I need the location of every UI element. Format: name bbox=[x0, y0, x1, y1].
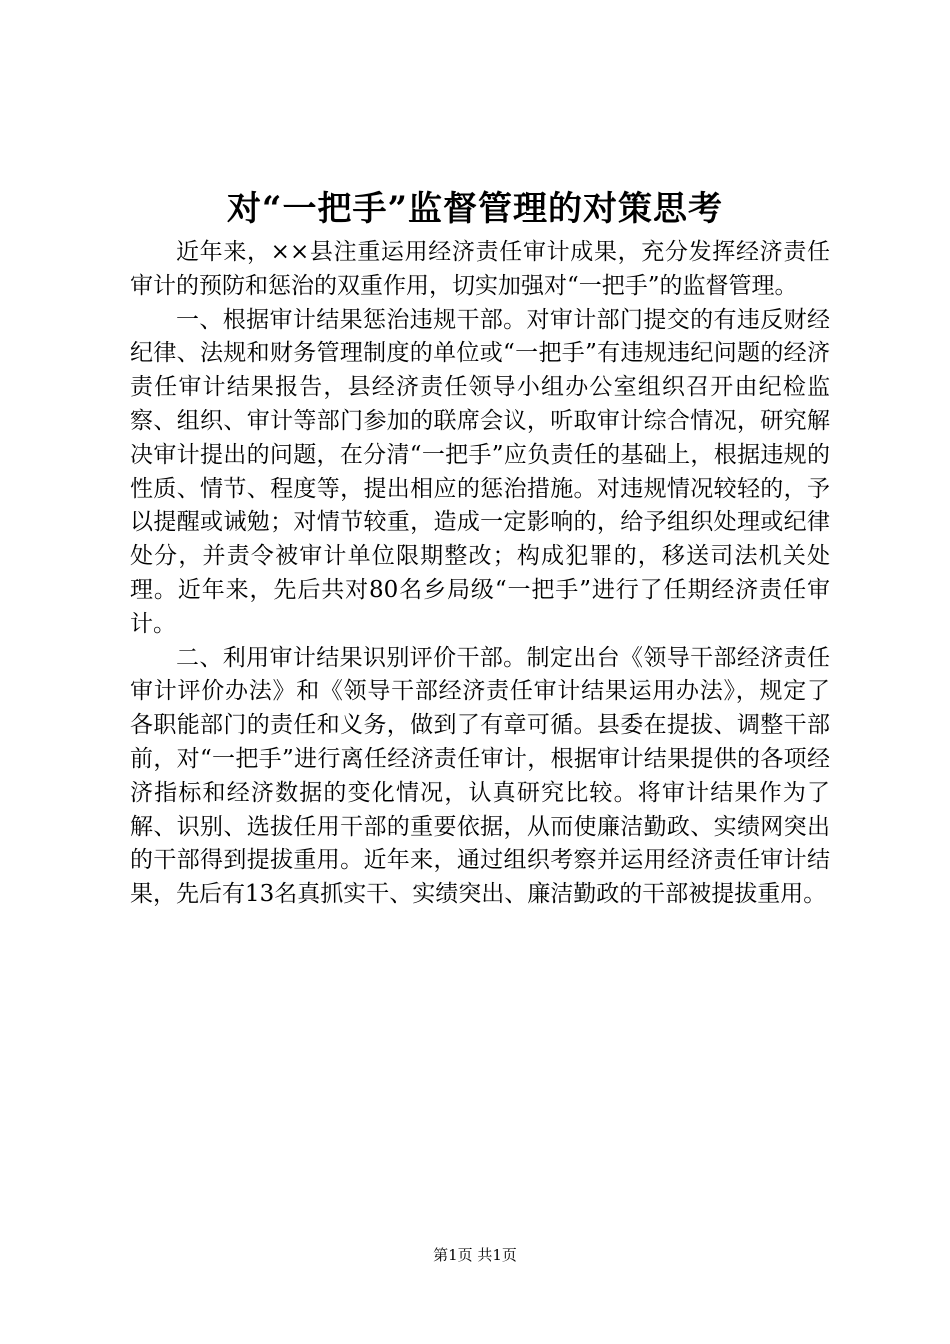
document-title: 对“一把手”监督管理的对策思考 bbox=[226, 189, 724, 229]
paragraph-intro: 近年来，××县注重运用经济责任审计成果，充分发挥经济责任审计的预防和惩治的双重作用，切实加强对“一把手”的监督管理。 bbox=[130, 239, 830, 299]
document-body bbox=[130, 236, 830, 912]
page-footer: 第1页 共1页 bbox=[433, 1246, 517, 1264]
paragraph-section-2: 二、利用审计结果识别评价干部。制定出台《领导干部经济责任审计评价办法》和《领导干部经济责任审计结果运用办法》，规定了各职能部门的责任和义务，做到了有章可循。县委在提拔、调整干部前，对“一把手”进行离任经济责任审计，根据审计结果提供的各项经济指标和经济数据的变化情况，认真研究比较。将审计结果作为了解、识别、选拔任用干部的重要依据，从而使廉洁勤政、实绩网突出的干部得到提拔重用。近年来，通过组织考察并运用经济责任审计结果，先后有13名真抓实干、实绩突出、廉洁勤政的干部被提拔重用。 bbox=[130, 644, 830, 908]
paragraph-section-1: 一、根据审计结果惩治违规干部。对审计部门提交的有违反财经纪律、法规和财务管理制度的单位或“一把手”有违规违纪问题的经济责任审计结果报告，县经济责任领导小组办公室组织召开由纪检监察、组织、审计等部门参加的联席会议，听取审计综合情况，研究解决审计提出的问题，在分清“一把手”应负责任的基础上，根据违规的性质、情节、程度等，提出相应的惩治措施。对违规情况较轻的，予以提醒或诫勉；对情节较重，造成一定影响的，给予组织处理或纪律处分，并责令被审计单位限期整改；构成犯罪的，移送司法机关处理。近年来，先后共对80名乡局级“一把手”进行了任期经济责任审计。 bbox=[130, 306, 830, 637]
